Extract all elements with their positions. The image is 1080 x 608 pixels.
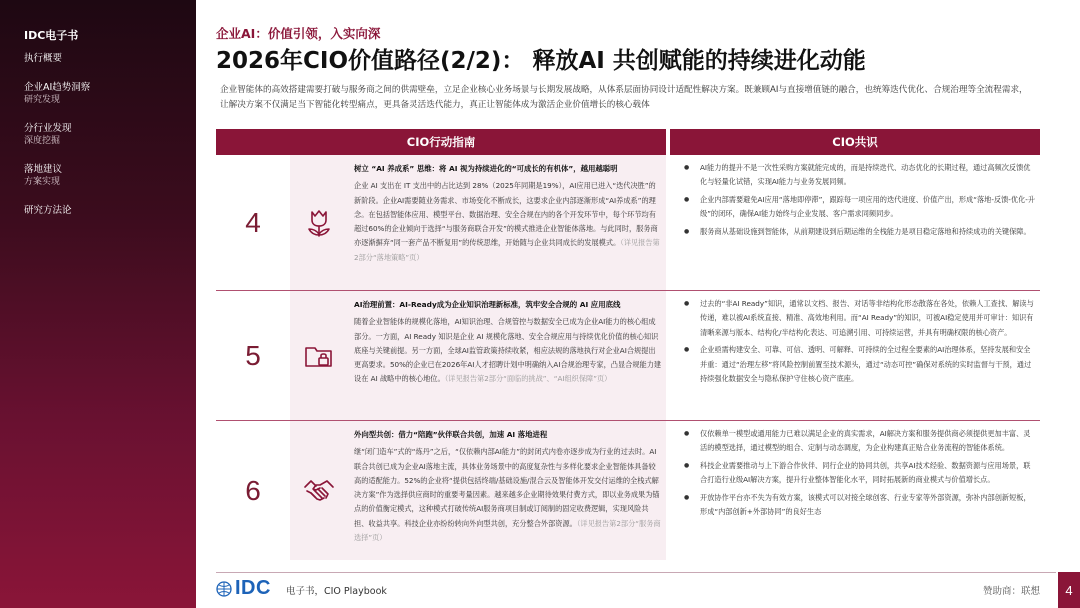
handshake-icon xyxy=(290,421,348,560)
footer-title: 电子书，CIO Playbook xyxy=(286,586,387,597)
guide-body: 继“闭门造车”式的“炼丹”之后，“仅依赖内部AI能力”的封闭式内卷亦逐步成为行业的过去时。AI联合共创已成为企业AI落地主流，具体业务场景中的高度复杂性与多样化要求企业智能体具备较高的适配能力。52%的企业将“提供包括终端/基础设施/混合云及智能体开发交付运维的全栈式解决方案”作为选择供应商时的重要考量因素。越来越多企业期待效果付费方式，即以业务成果为锚点的价值衡定模式，这种模式打破传统AI服务商项目制或订阅制的固定收费逻辑，实现风险共担、收益共享。科技企业亦纷纷转向外向型共创，充分整合外部资源。 xyxy=(354,447,660,528)
idc-wordmark: IDC xyxy=(235,577,271,599)
idc-logo xyxy=(216,577,271,600)
table-row xyxy=(216,290,1040,420)
consensus-bullet: ● 企业内部需要避免AI应用“落地即停滞”，跟踪每一项应用的迭代进度、价值产出，形成“落地-反馈-优化-升级”的闭环，确保AI能力始终与企业发展、客户需求同频同步。 xyxy=(682,193,1036,222)
guide-text xyxy=(348,155,666,290)
guide-ref: （详见报告第2部分“面临的挑战”、“AI组织保障”页） xyxy=(444,374,612,384)
consensus-cell xyxy=(670,421,1040,560)
row-number: 6 xyxy=(245,474,261,506)
sidebar-item-industry-findings[interactable] xyxy=(24,122,189,147)
sidebar-item-title: 研究方法论 xyxy=(24,205,72,216)
row-number: 5 xyxy=(245,339,261,371)
sidebar-item-subtitle: 深度挖掘 xyxy=(24,136,61,146)
guide-body: 随着企业智能体的规模化落地，AI知识治理、合规管控与数据安全已成为企业AI能力的核心组成部分。一方面，AI Ready 知识是企业 AI 规模化落地、安全合规应用与持续优化价值的核心知识底座与关键前提。另一方面，全球AI监管政策持续收紧，相应法规的落地执行对企业AI合规提出更高要求。50%的企业已在2026年AI人才招聘计划中明确纳入AI合规治理专家，凸显合规能力建设在 AI 战略中的核心地位。 xyxy=(354,317,662,384)
guide-lead: AI治理前置：AI-Ready成为企业知识治理新标准，筑牢安全合规的 AI 应用底线 xyxy=(354,300,621,309)
consensus-bullet: ● 仅依赖单一模型或通用能力已难以满足企业的真实需求，AI解决方案和服务提供商必须提供更加丰富、灵活的模型选择，通过模型的组合、定制与动态调度，为企业构建真正贴合业务流程的智能体系统。 xyxy=(682,427,1036,456)
section-title: 企业AI：价值引领，入实向深 xyxy=(216,26,381,41)
consensus-bullet: ● AI能力的提升不是一次性采购方案就能完成的，而是持续迭代、动态优化的长期过程，通过高频次反馈优化与轻量化试错，实现AI能力与业务发展同频。 xyxy=(682,161,1036,190)
sidebar-item-title: 分行业发现 xyxy=(24,123,72,134)
sidebar-item-subtitle: 方案实现 xyxy=(24,177,61,187)
sidebar-item-title: 落地建议 xyxy=(24,164,63,175)
sidebar-item-ai-trends[interactable] xyxy=(24,81,189,106)
sponsor-label: 赞助商：联想 xyxy=(983,586,1041,597)
guide-ref: （详见报告第2部分“落地策略”页） xyxy=(354,238,660,262)
footer-divider xyxy=(216,572,1056,573)
guide-text xyxy=(348,291,666,420)
brand-label: IDC电子书 xyxy=(24,29,79,42)
consensus-bullet: ● 过去的“非AI Ready”知识，通常以文档、报告、对话等非结构化形态散落在各处，依赖人工查找、解读与传递，难以被AI系统直接、精准、高效地利用。而“AI Ready”的知识，可被AI稳定使用并可审计：知识有清晰来源与版本、结构化/半结构化表达、可追溯引用、可持续运营，并具有明确权限的核心资产。 xyxy=(682,297,1036,340)
cio-table xyxy=(216,129,1040,560)
consensus-bullet: ● 科技企业需要推动与上下游合作伙伴、同行企业的协同共创，共享AI技术经验、数据资源与应用场景，联合打造行业级AI解决方案，提升行业整体智能化水平，同时拓展新的商业模式与价值增长点。 xyxy=(682,459,1036,488)
consensus-bullet: ● 企业亟需构建安全、可靠、可信、透明、可解释、可持续的全过程全要素的AI治理体系，坚持发展和安全并重：通过“治理左移”将风险控制前置至技术源头，通过“动态可控”确保对系统的实时监督与干预，通过持续强化数据安全与隐私保护守住核心资产底座。 xyxy=(682,343,1036,386)
sidebar-item-title: 执行概要 xyxy=(24,53,63,64)
sidebar-item-title: 企业AI趋势洞察 xyxy=(24,82,91,93)
column-header-consensus: CIO共识 xyxy=(670,129,1040,155)
idc-globe-icon xyxy=(216,581,232,597)
sidebar-item-recommendations[interactable] xyxy=(24,163,189,188)
guide-text xyxy=(348,421,666,560)
guide-body: 企业 AI 支出在 IT 支出中的占比达到 28%（2025年同期是19%），AI应用已进入“迭代决胜”的新阶段。企业AI需要随业务需求、市场变化不断成长，这要求企业内部逐渐形成“AI养成系”的理念。在包括智能体应用、模型平台、数据治理、安全合规在内的各个开发环节中，每个环节均有超过60%的企业倾向于选择“与服务商联合开发”的模式推进企业智能体落地。与此同时，服务商亦逐渐摒弃“同一套产品不断复用”的传统思维，开始随与企业共同成长的发展模式。 xyxy=(354,181,658,248)
guide-ref: （详见报告第2部分“服务商选择”页） xyxy=(354,518,661,543)
sidebar-item-executive-summary[interactable] xyxy=(24,52,189,65)
consensus-cell xyxy=(670,155,1040,290)
column-header-guide: CIO行动指南 xyxy=(216,129,666,155)
consensus-bullet: ● 开放协作平台亦不失为有效方案，该模式可以对接全球创客、行业专家等外部资源，弥补内部创新短板，形成“内部创新+外部协同”的良好生态 xyxy=(682,491,1036,520)
table-row xyxy=(216,420,1040,560)
guide-cell xyxy=(290,421,666,560)
row-number: 4 xyxy=(245,206,261,238)
tulip-icon xyxy=(290,155,348,290)
sidebar xyxy=(0,0,196,608)
page-title: 2026年CIO价值路径(2/2)： 释放AI 共创赋能的持续进化动能 xyxy=(216,48,866,74)
consensus-bullet: ● 服务商从基础设施到智能体，从前期建设到后期运维的全栈能力是项目稳定落地和持续成功的关键保障。 xyxy=(682,225,1036,239)
page-number: 4 xyxy=(1058,572,1080,608)
guide-cell xyxy=(290,155,666,290)
sidebar-item-subtitle: 研究发现 xyxy=(24,95,61,105)
intro-paragraph: 企业智能体的高效搭建需要打破与服务商之间的供需壁垒，立足企业核心业务场景与长期发展战略，从体系层面协同设计适配性解决方案。既兼顾AI与直接增值链的融合，也统筹迭代优化、合规治理等全流程需求，让解决方案不仅满足当下智能化转型痛点，更具备灵活迭代能力，真正让智能体成为激活企业价值增长的核心载体 xyxy=(220,85,1028,110)
consensus-cell xyxy=(670,291,1040,420)
folder-lock-icon xyxy=(290,291,348,420)
table-header xyxy=(216,129,1040,155)
sidebar-nav xyxy=(24,52,189,231)
guide-lead: 外向型共创：借力“陪跑”伙伴联合共创，加速 AI 落地进程 xyxy=(354,430,548,439)
sidebar-item-methodology[interactable] xyxy=(24,204,189,217)
table-row xyxy=(216,155,1040,290)
guide-cell xyxy=(290,291,666,420)
guide-lead: 树立 “AI 养成系” 思维：将 AI 视为持续进化的“可成长的有机体”，越用越聪明 xyxy=(354,164,618,173)
